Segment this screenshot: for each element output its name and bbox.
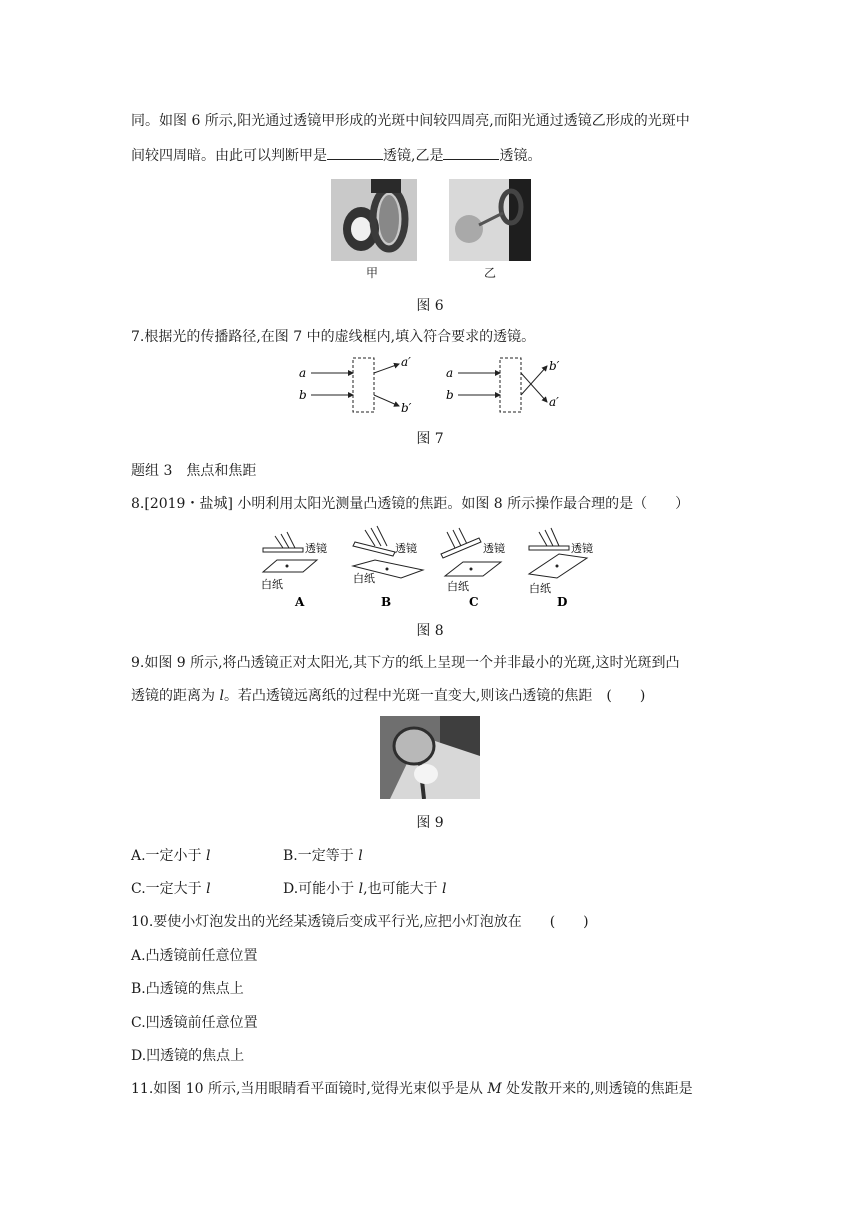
text-l2c: 透镜。: [499, 148, 542, 164]
answer-blank-yi[interactable]: [443, 145, 499, 160]
fig8-a-lens: [263, 548, 303, 552]
q10-option-d[interactable]: D.凹透镜的焦点上: [131, 1048, 245, 1064]
fig8-a-ray: [275, 536, 283, 548]
fig6-label-jia: 甲: [366, 266, 379, 280]
fig6-photo-jia: [331, 179, 417, 261]
q10-option-a[interactable]: A.凸透镜前任意位置: [131, 948, 258, 964]
question-10: 10.要使小灯泡发出的光经某透镜后变成平行光,应把小灯泡放在 ( ): [131, 914, 589, 930]
q11-var-m: M: [487, 1081, 502, 1097]
fig7-diagram: [295, 352, 575, 418]
fig8-b-lens-label: 透镜: [395, 542, 417, 555]
question-7: 7.根据光的传播路径,在图 7 中的虚线框内,填入符合要求的透镜。: [131, 329, 536, 345]
text-line-2: [131, 145, 541, 166]
q9-text-pre: 透镜的距离为: [131, 688, 220, 704]
fig7-label-b1: b: [299, 388, 307, 402]
q9-option-d[interactable]: [283, 879, 447, 899]
fig7-ray-a-out-left: [374, 364, 399, 373]
q9-option-b-text: B.一定等于: [283, 848, 359, 864]
fig7-label-b-prime-1: b′: [401, 401, 412, 415]
q9-option-b-var: l: [358, 848, 363, 864]
fig8-d-lens: [529, 546, 569, 550]
answer-blank-jia[interactable]: [327, 145, 383, 160]
fig8-c-ray: [453, 530, 461, 546]
q9-option-d-var2: l: [442, 881, 447, 897]
q9-text-post: 。若凸透镜远离纸的过程中光斑一直变大,则该凸透镜的焦距 ( ): [223, 688, 646, 704]
q9-var-l: l: [219, 688, 224, 704]
fig7-label-a-prime-1: a′: [401, 355, 411, 369]
fig8-c-ray: [459, 528, 467, 544]
q9-option-a-text: A.一定小于: [131, 848, 207, 864]
q9-option-d-text2: ,也可能大于: [363, 881, 443, 897]
q10-option-c[interactable]: C.凹透镜前任意位置: [131, 1015, 258, 1031]
fig7-label-a1: a: [299, 366, 307, 380]
question-11: [131, 1079, 693, 1099]
group-heading: 题组 3 焦点和焦距: [131, 463, 257, 479]
fig8-d-paper-label: 白纸: [529, 582, 551, 595]
fig8-d-letter: D: [557, 595, 568, 609]
question-9-line-2: [131, 686, 645, 706]
fig7-ray-b-out-left: [374, 395, 399, 406]
fig7-label-b2: b: [446, 388, 454, 402]
fig8-a-paper-label: 白纸: [261, 578, 283, 591]
fig8-c-lens: [441, 538, 481, 558]
fig8-c-lens-label: 透镜: [483, 542, 505, 555]
fig8-option-d[interactable]: [529, 528, 593, 609]
text-line-1: 同。如图 6 所示,阳光通过透镜甲形成的光斑中间较四周亮,而阳光通过透镜乙形成的光斑中: [131, 113, 690, 129]
fig8-a-letter: A: [295, 595, 305, 609]
lens-photo-jia: [331, 179, 417, 261]
fig8-c-paper: [445, 562, 501, 576]
fig8-diagram: [257, 522, 603, 610]
q9-option-b[interactable]: [283, 846, 363, 866]
fig7-box-left[interactable]: [353, 358, 374, 412]
q9-option-c[interactable]: [131, 879, 211, 899]
q9-option-c-text: C.一定大于: [131, 881, 207, 897]
q11-text-post: 处发散开来的,则透镜的焦距是: [501, 1081, 693, 1097]
q9-option-d-text: D.可能小于: [283, 881, 359, 897]
fig8-option-c[interactable]: [441, 528, 505, 609]
fig8-option-b[interactable]: [353, 526, 423, 609]
fig6-label-yi: 乙: [484, 266, 497, 280]
text-l2a: 间较四周暗。由此可以判断甲是: [131, 148, 327, 164]
q9-option-a[interactable]: [131, 846, 211, 866]
q11-text-pre: 11.如图 10 所示,当用眼睛看平面镜时,觉得光束似乎是从: [131, 1081, 488, 1097]
question-9-line-1: 9.如图 9 所示,将凸透镜正对太阳光,其下方的纸上呈现一个并非最小的光斑,这时光斑到凸: [131, 655, 680, 671]
fig8-d-lens-label: 透镜: [571, 542, 593, 555]
fig8-c-paper-label: 白纸: [447, 580, 469, 593]
fig8-option-a[interactable]: [261, 532, 327, 609]
fig6-caption: 图 6: [416, 298, 444, 314]
fig7-label-a-prime-2: a′: [549, 395, 559, 409]
fig7-ray-a-out-right: [521, 373, 547, 402]
question-8: 8.[2019・盐城] 小明利用太阳光测量凸透镜的焦距。如图 8 所示操作最合理的是（ ）: [131, 496, 690, 512]
q9-option-c-var: l: [206, 881, 211, 897]
q10-option-b[interactable]: B.凸透镜的焦点上: [131, 981, 244, 997]
lens-photo-yi: [449, 179, 531, 261]
fig7-ray-b-out-right: [521, 366, 547, 395]
fig8-b-paper-label: 白纸: [353, 572, 375, 585]
fig6-photo-yi: [449, 179, 531, 261]
fig8-c-ray: [447, 532, 455, 548]
lens-sun-photo: [380, 716, 480, 799]
text-l2b: 透镜,乙是: [383, 148, 444, 164]
fig8-a-spot: [286, 565, 289, 568]
fig8-caption: 图 8: [416, 623, 444, 639]
fig7-label-a2: a: [446, 366, 454, 380]
fig8-d-spot: [556, 565, 559, 568]
fig8-a-paper: [263, 560, 317, 572]
fig7-label-b-prime-2: b′: [549, 359, 560, 373]
fig8-c-spot: [470, 568, 473, 571]
fig8-b-spot: [386, 568, 389, 571]
fig8-b-letter: B: [381, 595, 392, 609]
q9-option-d-var: l: [358, 881, 364, 897]
fig9-caption: 图 9: [416, 815, 444, 831]
fig8-d-ray: [539, 532, 547, 546]
fig9-photo: [380, 716, 480, 799]
q9-option-a-var: l: [206, 848, 211, 864]
fig8-b-ray: [377, 526, 387, 546]
fig8-c-letter: C: [469, 595, 479, 609]
fig7-box-right[interactable]: [500, 358, 521, 412]
fig7-caption: 图 7: [416, 431, 444, 447]
fig8-a-lens-label: 透镜: [305, 542, 327, 555]
